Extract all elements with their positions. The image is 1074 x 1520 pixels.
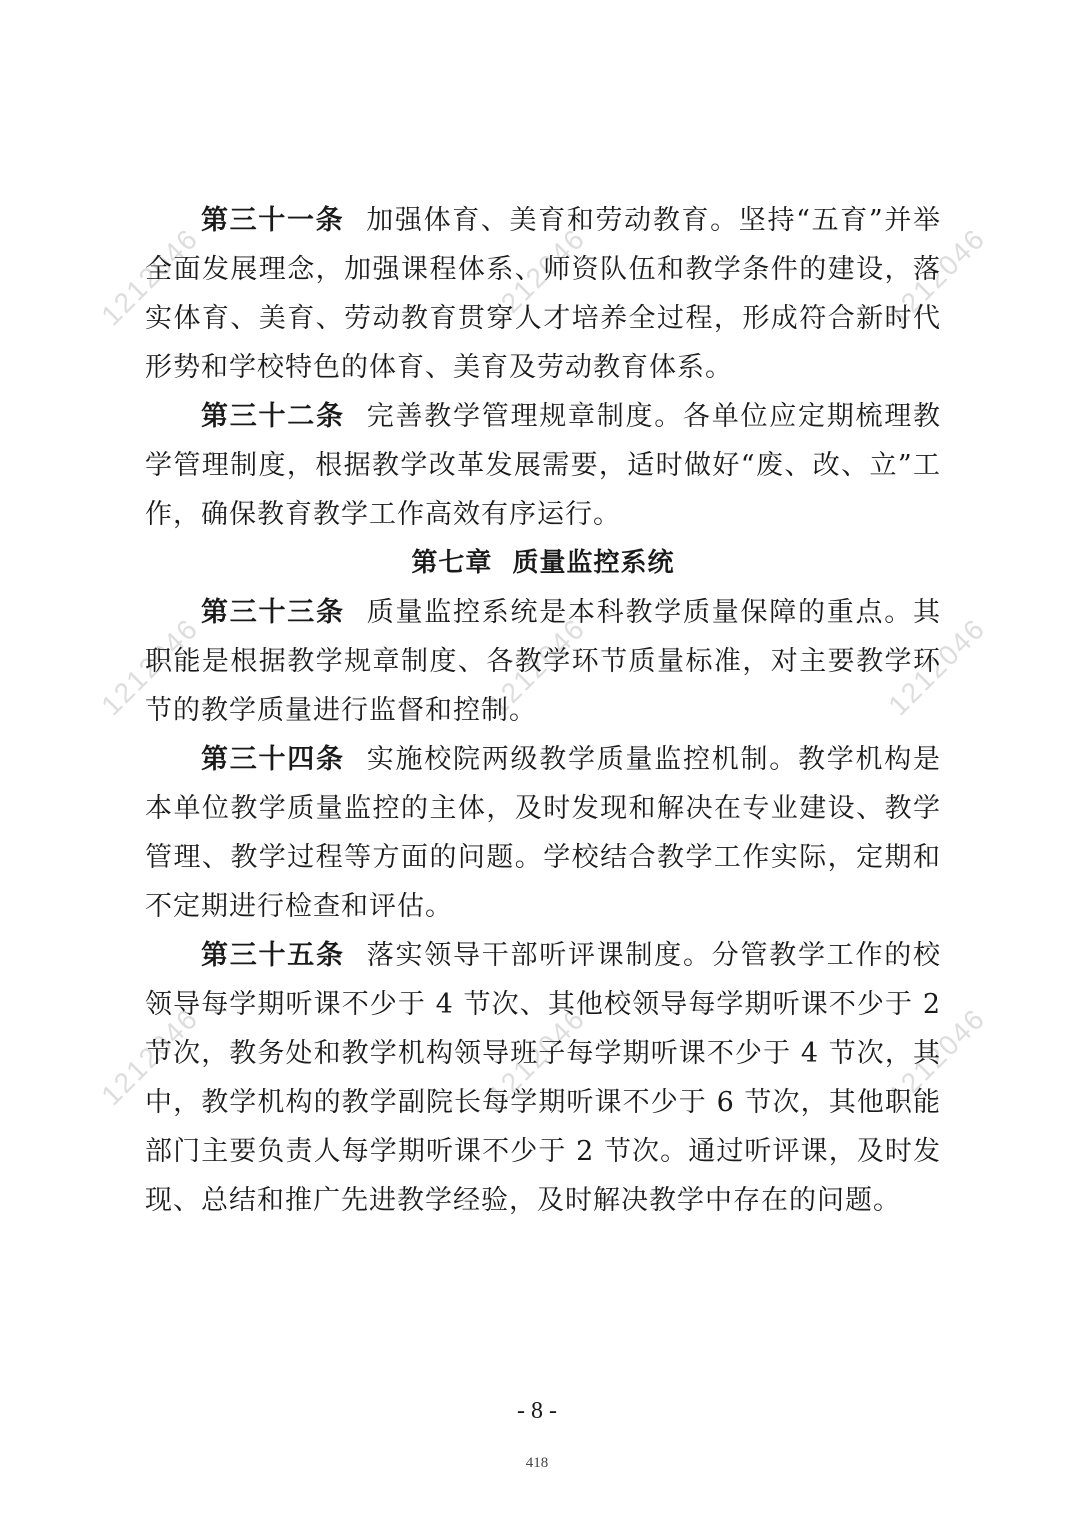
article-34 xyxy=(145,735,941,931)
chapter-title: 质量监控系统 xyxy=(512,548,675,578)
article-heading: 第三十五条 xyxy=(201,940,345,971)
watermark: 1212046 xyxy=(882,612,992,722)
chapter-number: 第七章 xyxy=(411,548,493,578)
article-heading: 第三十三条 xyxy=(201,597,345,628)
article-heading: 第三十一条 xyxy=(201,205,345,236)
document-body xyxy=(145,196,941,1225)
article-text: 完善教学管理规章制度。各单位应定期梳理教学管理制度，根据教学改革发展需要，适时做好“废、改、立”工作，确保教育教学工作高效有序运行。 xyxy=(145,401,941,530)
article-31 xyxy=(145,196,941,392)
watermark: 1212046 xyxy=(882,1002,992,1112)
article-text: 加强体育、美育和劳动教育。坚持“五育”并举全面发展理念，加强课程体系、师资队伍和教学条件的建设，落实体育、美育、劳动教育贯穿人才培养全过程，形成符合新时代形势和学校特色的体育、美育及劳动教育体系。 xyxy=(145,205,941,383)
article-heading: 第三十二条 xyxy=(201,401,345,432)
article-32 xyxy=(145,392,941,539)
watermark: 1212046 xyxy=(482,222,592,332)
watermark: 1212046 xyxy=(95,612,205,722)
article-text: 质量监控系统是本科教学质量保障的重点。其职能是根据教学规章制度、各教学环节质量标准，对主要教学环节的教学质量进行监督和控制。 xyxy=(145,597,941,726)
article-text: 落实领导干部听评课制度。分管教学工作的校领导每学期听课不少于 4 节次、其他校领导每学期听课不少于 2 节次，教务处和教学机构领导班子每学期听课不少于 4 节次，其中，教学机构的教学副院长每学期听课不少于 6 节次，其他职能部门主要负责人每学期听课不少于 2 节次。通过听评课，及时发现、总结和推广先进教学经验，及时解决教学中存在的问题。 xyxy=(145,940,941,1216)
watermark: 1212046 xyxy=(95,222,205,332)
article-33 xyxy=(145,588,941,735)
watermark: 1212046 xyxy=(882,222,992,332)
article-heading: 第三十四条 xyxy=(201,744,345,775)
article-35 xyxy=(145,931,941,1225)
article-text: 实施校院两级教学质量监控机制。教学机构是本单位教学质量监控的主体，及时发现和解决在专业建设、教学管理、教学过程等方面的问题。学校结合教学工作实际，定期和不定期进行检查和评估。 xyxy=(145,744,941,922)
page-number: - 8 - xyxy=(517,1398,557,1424)
watermark: 1212046 xyxy=(95,1002,205,1112)
document-number: 418 xyxy=(525,1455,549,1471)
chapter-heading xyxy=(145,539,941,588)
watermark: 1212046 xyxy=(482,612,592,722)
watermark: 1212046 xyxy=(482,1002,592,1112)
